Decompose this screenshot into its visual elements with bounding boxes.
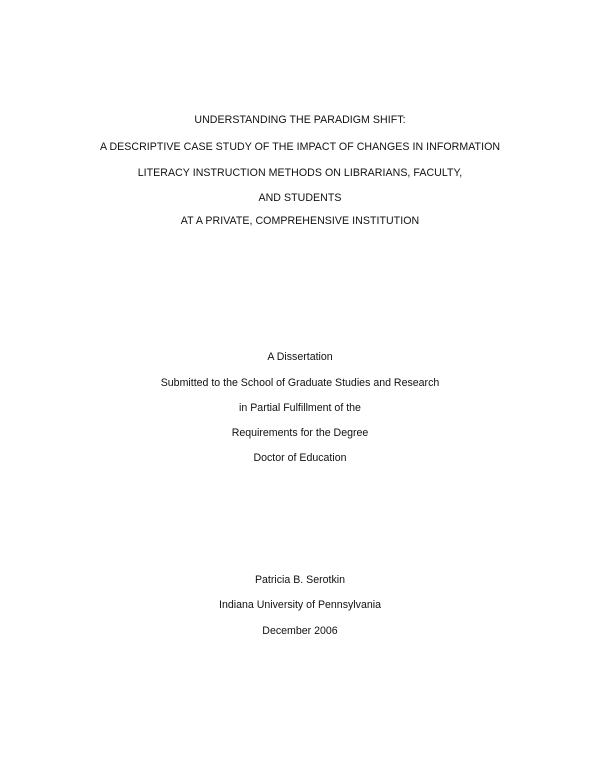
degree-name: Doctor of Education	[253, 452, 347, 464]
document-type: A Dissertation	[267, 351, 333, 363]
title-line-1: UNDERSTANDING THE PARADIGM SHIFT:	[194, 114, 406, 126]
author-institution: Indiana University of Pennsylvania	[219, 599, 381, 611]
title-line-4: AND STUDENTS	[258, 192, 342, 204]
title-line-5: AT A PRIVATE, COMPREHENSIVE INSTITUTION	[180, 215, 420, 227]
author-name: Patricia B. Serotkin	[254, 574, 346, 586]
submission-date: December 2006	[262, 625, 338, 637]
fulfillment-line: in Partial Fulfillment of the	[239, 402, 361, 414]
title-line-3: LITERACY INSTRUCTION METHODS ON LIBRARIANS, FACULTY,	[137, 167, 463, 179]
submitted-to: Submitted to the School of Graduate Studies and Research	[160, 377, 440, 389]
requirements-line: Requirements for the Degree	[231, 427, 369, 439]
title-line-2: A DESCRIPTIVE CASE STUDY OF THE IMPACT OF CHANGES IN INFORMATION	[99, 141, 501, 153]
